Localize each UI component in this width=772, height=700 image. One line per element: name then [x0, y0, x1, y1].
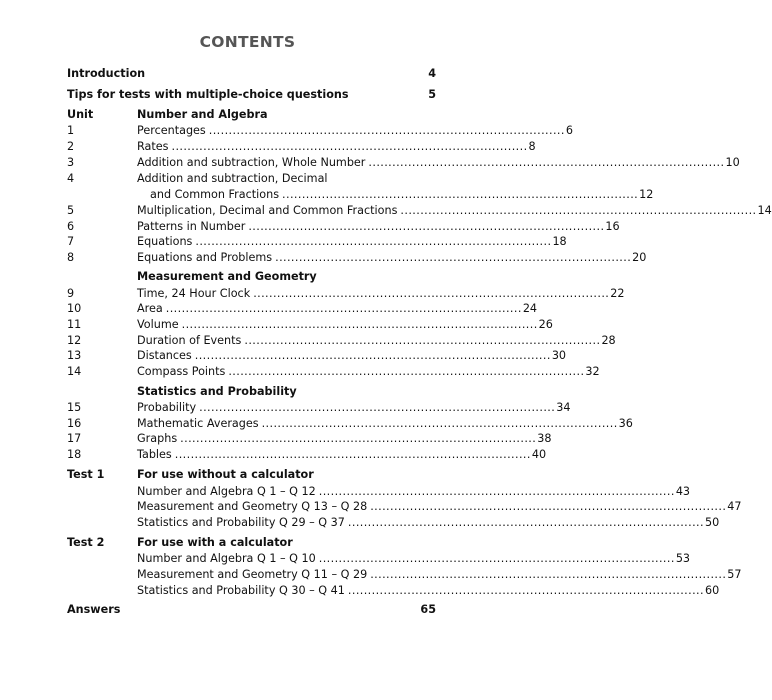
unit-title: Equations [137, 235, 193, 248]
test-item-page: 47 [727, 500, 742, 513]
toc-unit-13[interactable] [0, 347, 567, 364]
test-item-title: Number and Algebra Q 1 – Q 12 [137, 485, 316, 498]
section-header-measurement-geometry [0, 268, 495, 285]
toc-unit-4[interactable] [0, 170, 495, 187]
unit-page: 20 [632, 251, 647, 264]
dot-leader: .......................................................................................... [282, 188, 639, 201]
unit-page: 6 [565, 124, 573, 137]
toc-page: 65 [420, 603, 436, 616]
dot-leader: .......................................................................................... [165, 302, 522, 315]
unit-title: Duration of Events [137, 334, 242, 347]
unit-number: 1 [67, 124, 75, 137]
unit-number: 3 [67, 156, 75, 169]
toc-answers[interactable] [0, 601, 495, 618]
dot-leader: .......................................................................................... [368, 156, 725, 169]
unit-title: Compass Points [137, 365, 226, 378]
toc-unit-17[interactable] [0, 430, 552, 447]
unit-number: 7 [67, 235, 75, 248]
test-heading: For use with a calculator [137, 536, 293, 549]
dot-leader: .......................................................................................... [171, 140, 528, 153]
unit-number: 2 [67, 140, 75, 153]
dot-leader: .......................................................................................... [195, 235, 552, 248]
toc-unit-5[interactable] [0, 202, 772, 219]
unit-title: Multiplication, Decimal and Common Fractions [137, 204, 398, 217]
toc-unit-1[interactable] [0, 122, 573, 139]
toc-test-1-item[interactable] [0, 498, 742, 515]
toc-unit-14[interactable] [0, 363, 600, 380]
toc-unit-8[interactable] [0, 249, 647, 266]
toc-test-2-item[interactable] [0, 550, 691, 567]
unit-title: Time, 24 Hour Clock [137, 287, 251, 300]
toc-introduction[interactable] [0, 65, 495, 82]
unit-page: 14 [757, 204, 772, 217]
section-heading: Measurement and Geometry [137, 270, 317, 283]
dot-leader: .......................................................................................... [248, 220, 605, 233]
unit-number: 14 [67, 365, 82, 378]
unit-title-continued: and Common Fractions [150, 188, 280, 201]
unit-page: 12 [639, 188, 654, 201]
toc-test-2-item[interactable] [0, 582, 720, 599]
unit-page: 34 [556, 401, 571, 414]
toc-label: Tips for tests with multiple-choice questions [67, 88, 349, 101]
dot-leader: .......................................................................................... [261, 417, 618, 430]
toc-unit-15[interactable] [0, 399, 571, 416]
toc-test-1-item[interactable] [0, 514, 720, 531]
unit-number: 12 [67, 334, 82, 347]
dot-leader: .......................................................................................... [208, 124, 565, 137]
unit-number: 15 [67, 401, 82, 414]
toc-test-2-item[interactable] [0, 566, 742, 583]
toc-unit-11[interactable] [0, 316, 553, 333]
test-item-title: Number and Algebra Q 1 – Q 10 [137, 552, 316, 565]
dot-leader: .......................................................................................... [181, 318, 538, 331]
unit-number: 9 [67, 287, 75, 300]
test-item-page: 43 [675, 485, 691, 498]
unit-title: Distances [137, 349, 192, 362]
section-header-statistics-probability [0, 383, 495, 400]
dot-leader: .......................................................................................... [370, 500, 727, 513]
unit-title: Mathematic Averages [137, 417, 259, 430]
unit-number: 4 [67, 172, 75, 185]
unit-number: 13 [67, 349, 82, 362]
test-item-page: 53 [675, 552, 691, 565]
unit-title: Equations and Problems [137, 251, 273, 264]
unit-number: 5 [67, 204, 75, 217]
unit-title: Tables [137, 448, 172, 461]
dot-leader: .......................................................................................... [400, 204, 757, 217]
unit-number: 6 [67, 220, 75, 233]
test-item-title: Measurement and Geometry Q 11 – Q 29 [137, 568, 368, 581]
test-heading: For use without a calculator [137, 468, 314, 481]
test-item-page: 60 [704, 584, 720, 597]
unit-title: Addition and subtraction, Decimal [137, 172, 328, 185]
toc-tips[interactable] [0, 86, 495, 103]
dot-leader: .......................................................................................... [228, 365, 585, 378]
unit-page: 26 [538, 318, 553, 331]
unit-page: 28 [601, 334, 616, 347]
unit-page: 16 [605, 220, 620, 233]
unit-page: 32 [585, 365, 600, 378]
test-item-title: Measurement and Geometry Q 13 – Q 28 [137, 500, 368, 513]
unit-page: 40 [531, 448, 547, 461]
toc-unit-3[interactable] [0, 154, 740, 171]
unit-number: 16 [67, 417, 82, 430]
unit-page: 18 [552, 235, 567, 248]
unit-title: Probability [137, 401, 197, 414]
test-item-page: 50 [704, 516, 720, 529]
unit-title: Volume [137, 318, 179, 331]
unit-number: 17 [67, 432, 82, 445]
section-heading: Statistics and Probability [137, 385, 297, 398]
unit-page: 30 [551, 349, 567, 362]
unit-page: 8 [528, 140, 536, 153]
toc-unit-4-continued[interactable] [0, 186, 654, 203]
unit-number: 18 [67, 448, 82, 461]
toc-page: 4 [428, 67, 436, 80]
unit-column-header: Unit [67, 108, 94, 121]
toc-unit-2[interactable] [0, 138, 536, 155]
dot-leader: .......................................................................................... [253, 287, 610, 300]
test-item-title: Statistics and Probability Q 30 – Q 41 [137, 584, 345, 597]
test-item-title: Statistics and Probability Q 29 – Q 37 [137, 516, 345, 529]
toc-unit-7[interactable] [0, 233, 567, 250]
dot-leader: .......................................................................................... [347, 584, 704, 597]
dot-leader: .......................................................................................... [318, 485, 675, 498]
unit-number: 10 [67, 302, 82, 315]
unit-title: Graphs [137, 432, 178, 445]
dot-leader: .......................................................................................... [244, 334, 601, 347]
dot-leader: .......................................................................................... [318, 552, 675, 565]
unit-page: 36 [618, 417, 633, 430]
dot-leader: .......................................................................................... [194, 349, 551, 362]
test-label: Test 1 [67, 468, 105, 481]
dot-leader: .......................................................................................... [347, 516, 704, 529]
toc-page: 5 [428, 88, 436, 101]
unit-title: Rates [137, 140, 169, 153]
unit-title: Percentages [137, 124, 206, 137]
unit-number: 8 [67, 251, 75, 264]
dot-leader: .......................................................................................... [180, 432, 537, 445]
unit-page: 22 [610, 287, 625, 300]
dot-leader: .......................................................................................... [199, 401, 556, 414]
toc-label: Answers [67, 603, 121, 616]
toc-unit-10[interactable] [0, 300, 538, 317]
unit-title: Area [137, 302, 163, 315]
unit-title: Patterns in Number [137, 220, 246, 233]
unit-page: 38 [537, 432, 552, 445]
toc-unit-18[interactable] [0, 446, 547, 463]
unit-title: Addition and subtraction, Whole Number [137, 156, 366, 169]
test-1-header [0, 466, 495, 483]
test-item-page: 57 [727, 568, 742, 581]
section-header-number-algebra [0, 106, 495, 123]
test-label: Test 2 [67, 536, 105, 549]
unit-number: 11 [67, 318, 82, 331]
dot-leader: .......................................................................................... [370, 568, 727, 581]
unit-page: 24 [522, 302, 538, 315]
toc-label: Introduction [67, 67, 146, 80]
test-2-header [0, 534, 495, 551]
page-title: CONTENTS [199, 33, 296, 51]
dot-leader: .......................................................................................... [275, 251, 632, 264]
section-heading: Number and Algebra [137, 108, 268, 121]
dot-leader: .......................................................................................... [174, 448, 531, 461]
unit-page: 10 [725, 156, 740, 169]
